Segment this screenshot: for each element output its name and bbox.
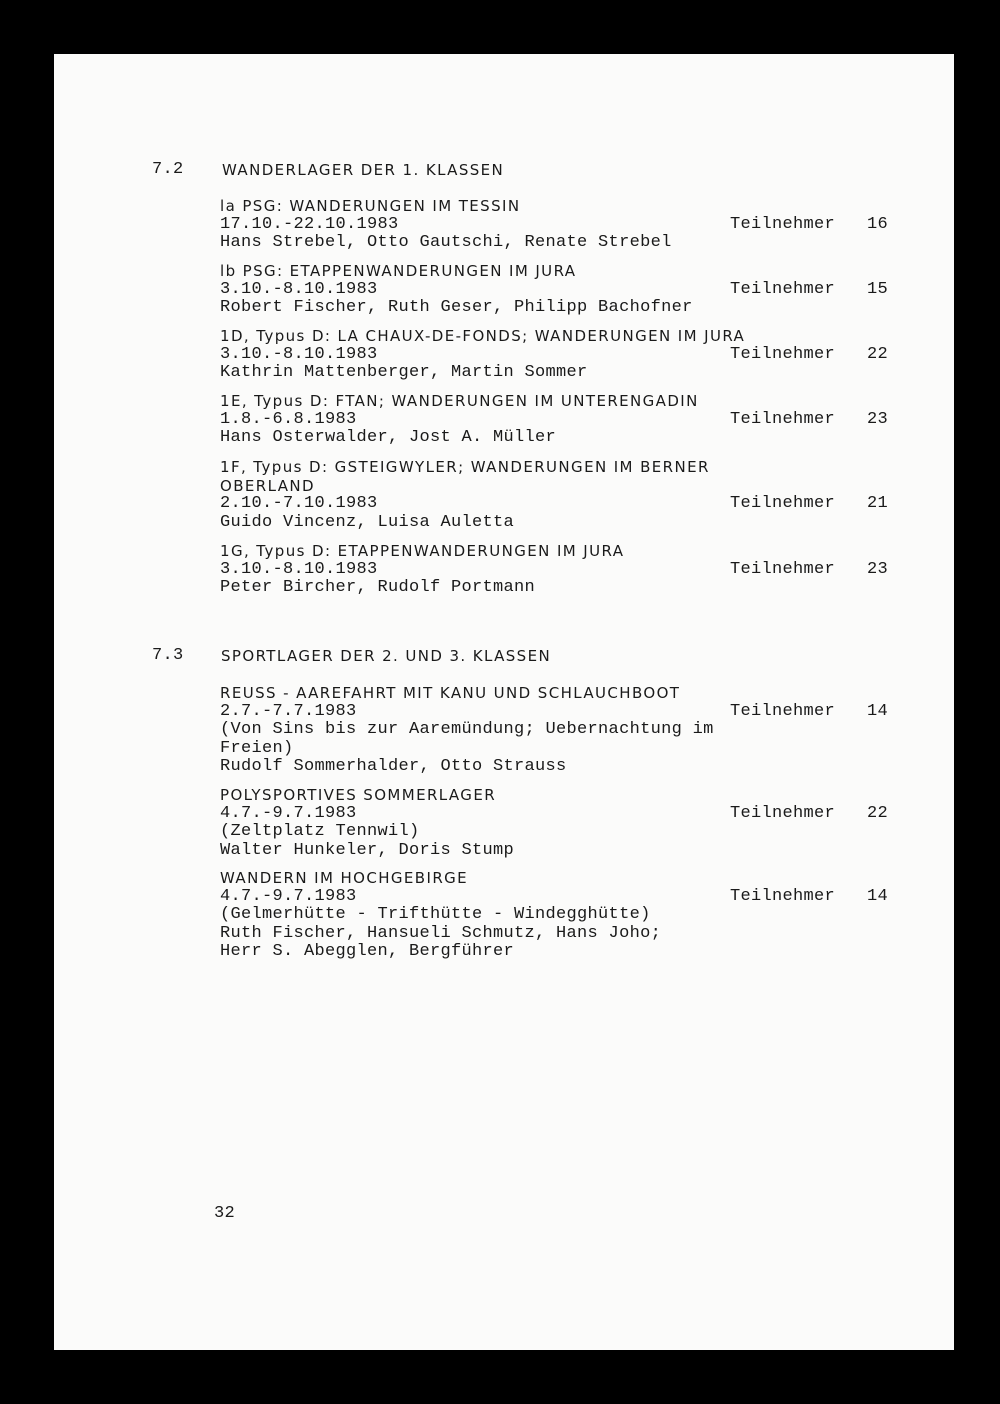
entry-title: WANDERN IM HOCHGEBIRGE xyxy=(220,869,469,887)
entry-people: Kathrin Mattenberger, Martin Sommer xyxy=(220,363,588,382)
camp-entry xyxy=(220,327,900,383)
section-number: 7.3 xyxy=(152,646,184,665)
participants-count: 22 xyxy=(867,803,889,823)
participants-count: 16 xyxy=(867,214,889,234)
entry-title: 1D, Typus D: LA CHAUX-DE-FONDS; WANDERUNGEN IM JURA xyxy=(220,327,746,345)
entry-dates-row xyxy=(220,411,900,430)
entry-dates: 2.7.-7.7.1983 xyxy=(220,701,357,721)
entry-dates-row xyxy=(220,561,900,580)
participants-count: 21 xyxy=(867,494,889,513)
entry-people: Walter Hunkeler, Doris Stump xyxy=(220,840,515,860)
entry-dates-row xyxy=(220,495,900,514)
entry-title: POLYSPORTIVES SOMMERLAGER xyxy=(220,786,497,804)
participants-count: 23 xyxy=(867,409,889,429)
entry-dates-row xyxy=(220,888,900,907)
entry-people: Rudolf Sommerhalder, Otto Strauss xyxy=(220,757,567,776)
camp-entry xyxy=(220,542,900,598)
participants-label: Teilnehmer xyxy=(730,701,836,721)
participants-count: 23 xyxy=(867,559,889,579)
entry-title: 1G, Typus D: ETAPPENWANDERUNGEN IM JURA xyxy=(220,542,625,560)
entry-dates: 4.7.-9.7.1983 xyxy=(220,886,357,906)
entry-note: Freien) xyxy=(220,738,294,758)
entry-note: (Von Sins bis zur Aaremündung; Uebernachtung im xyxy=(220,720,714,739)
camp-entry xyxy=(220,786,900,860)
camp-entry xyxy=(220,197,900,253)
participants-label: Teilnehmer xyxy=(730,279,836,299)
participants-count: 14 xyxy=(867,886,889,906)
section-title: WANDERLAGER DER 1. KLASSEN xyxy=(222,161,505,179)
entry-note: (Zeltplatz Tennwil) xyxy=(220,822,420,841)
entry-people: Hans Osterwalder, Jost A. Müller xyxy=(220,428,557,447)
entry-dates-row xyxy=(220,281,900,300)
entry-people: Herr S. Abegglen, Bergführer xyxy=(220,942,515,961)
entry-dates-row xyxy=(220,346,900,365)
camp-entry xyxy=(220,262,900,318)
participants-count: 14 xyxy=(867,701,889,721)
entry-dates: 4.7.-9.7.1983 xyxy=(220,803,357,823)
entry-title: REUSS - AAREFAHRT MIT KANU UND SCHLAUCHBOOT xyxy=(220,684,681,702)
page-number: 32 xyxy=(214,1204,236,1223)
camp-entry xyxy=(220,684,900,777)
entry-people: Peter Bircher, Rudolf Portmann xyxy=(220,578,536,597)
entry-dates: 2.10.-7.10.1983 xyxy=(220,494,378,513)
entry-people: Robert Fischer, Ruth Geser, Philipp Bachofner xyxy=(220,298,693,317)
entry-people: Ruth Fischer, Hansueli Schmutz, Hans Joho; xyxy=(220,923,662,943)
entry-dates: 3.10.-8.10.1983 xyxy=(220,279,378,299)
section-title: SPORTLAGER DER 2. UND 3. KLASSEN xyxy=(221,647,552,665)
participants-label: Teilnehmer xyxy=(730,803,836,823)
participants-label: Teilnehmer xyxy=(730,494,836,513)
camp-entry xyxy=(220,458,900,532)
entry-title: 1F, Typus D: GSTEIGWYLER; WANDERUNGEN IM BERNER OBERLAND xyxy=(220,458,710,495)
participants-label: Teilnehmer xyxy=(730,559,836,579)
entry-title: lb PSG: ETAPPENWANDERUNGEN IM JURA xyxy=(220,262,577,280)
participants-count: 22 xyxy=(867,344,889,364)
participants-count: 15 xyxy=(867,279,889,299)
section-number: 7.2 xyxy=(152,160,184,179)
camp-entry xyxy=(220,869,900,962)
entry-dates-row xyxy=(220,216,900,235)
entry-title: la PSG: WANDERUNGEN IM TESSIN xyxy=(220,197,521,215)
participants-label: Teilnehmer xyxy=(730,214,836,234)
entry-people: Hans Strebel, Otto Gautschi, Renate Strebel xyxy=(220,233,672,252)
participants-label: Teilnehmer xyxy=(730,409,836,429)
entry-dates-row xyxy=(220,805,900,824)
entry-dates: 3.10.-8.10.1983 xyxy=(220,559,378,579)
entry-note: (Gelmerhütte - Trifthütte - Windegghütte) xyxy=(220,905,651,924)
entry-title: 1E, Typus D: FTAN; WANDERUNGEN IM UNTERENGADIN xyxy=(220,392,699,410)
camp-entry xyxy=(220,392,900,448)
entry-dates: 1.8.-6.8.1983 xyxy=(220,409,357,429)
participants-label: Teilnehmer xyxy=(730,344,836,364)
document-page xyxy=(54,54,954,1350)
entry-dates-row xyxy=(220,703,900,722)
participants-label: Teilnehmer xyxy=(730,886,836,906)
entry-dates: 17.10.-22.10.1983 xyxy=(220,214,399,234)
entry-dates: 3.10.-8.10.1983 xyxy=(220,344,378,364)
entry-people: Guido Vincenz, Luisa Auletta xyxy=(220,512,515,532)
